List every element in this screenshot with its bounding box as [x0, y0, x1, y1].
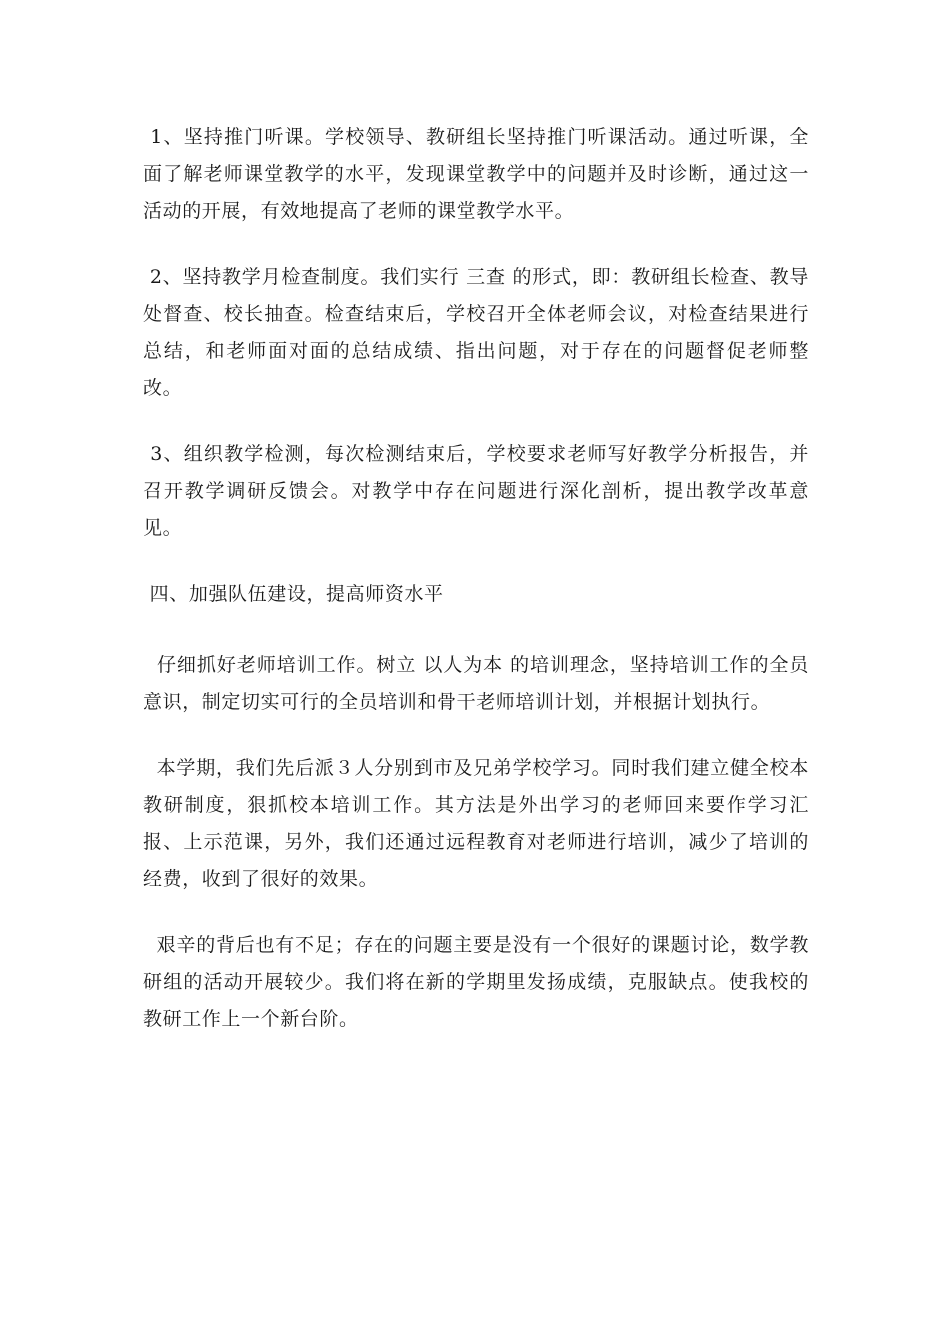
paragraph-semester-study: 本学期，我们先后派３人分别到市及兄弟学校学习。同时我们建立健全校本教研制度，狠抓校本培训工作。其方法是外出学习的老师回来要作学习汇报、上示范课，另外，我们还通过远程教育对老师进行培训，减少了培训的经费，收到了很好的效果。	[143, 757, 810, 890]
paragraph-monthly-inspection: 2、坚持教学月检查制度。我们实行 三查 的形式，即：教研组长检查、教导处督查、校长抽查。检查结束后，学校召开全体老师会议，对检查结果进行总结，和老师面对面的总结成绩、指出问题，对于存在的问题督促老师整改。	[143, 266, 810, 399]
document-body	[143, 119, 809, 1067]
paragraph-shortcomings: 艰辛的背后也有不足；存在的问题主要是没有一个很好的课题讨论，数学教研组的活动开展较少。我们将在新的学期里发扬成绩，克服缺点。使我校的教研工作上一个新台阶。	[143, 934, 810, 1030]
paragraph-lesson-observation: 1、坚持推门听课。学校领导、教研组长坚持推门听课活动。通过听课，全面了解老师课堂教学的水平，发现课堂教学中的问题并及时诊断，通过这一活动的开展，有效地提高了老师的课堂教学水平。	[143, 126, 810, 222]
paragraph-teaching-assessment: 3、组织教学检测，每次检测结束后，学校要求老师写好教学分析报告，并召开教学调研反馈会。对教学中存在问题进行深化剖析，提出教学改革意见。	[143, 443, 810, 539]
paragraph-teacher-training: 仔细抓好老师培训工作。树立 以人为本 的培训理念，坚持培训工作的全员意识，制定切实可行的全员培训和骨干老师培训计划，并根据计划执行。	[143, 654, 810, 713]
section-heading-team-building: 四、加强队伍建设，提高师资水平	[143, 583, 444, 605]
